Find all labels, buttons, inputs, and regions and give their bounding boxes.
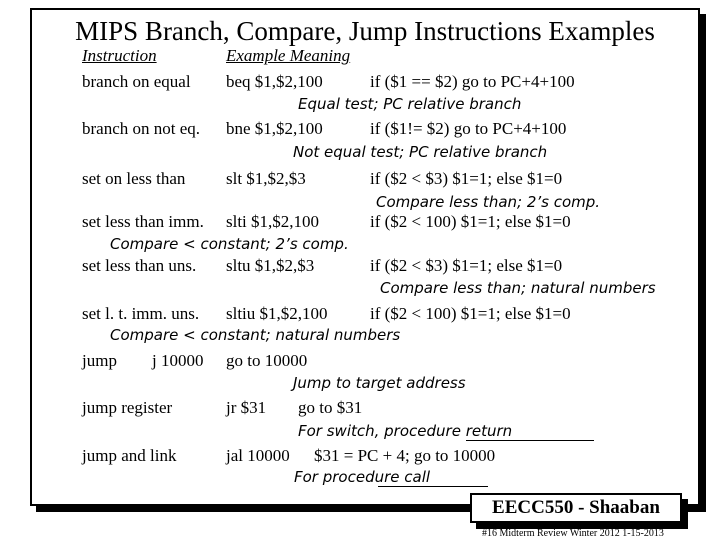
- row-beq-meaning: if ($1 == $2) go to PC+4+100: [370, 72, 575, 91]
- row-sltu-example: sltu $1,$2,$3: [226, 256, 315, 275]
- row-bne-name: branch on not eq.: [82, 119, 201, 138]
- row-slt-note: Compare less than; 2’s comp.: [376, 193, 601, 211]
- row-sltiu-meaning: if ($2 < 100) $1=1; else $1=0: [370, 304, 571, 323]
- row-slti-name: set less than imm.: [82, 212, 204, 231]
- header-example-meaning: Example Meaning: [226, 46, 351, 65]
- row-slti-note: Compare < constant; 2’s comp.: [110, 235, 349, 253]
- row-jal-name: jump and link: [82, 446, 177, 465]
- row-sltiu-name: set l. t. imm. uns.: [82, 304, 200, 323]
- row-bne-meaning: if ($1!= $2) go to PC+4+100: [370, 119, 567, 138]
- row-beq-note: Equal test; PC relative branch: [298, 95, 522, 113]
- jr-underline: [466, 440, 594, 441]
- row-slt-meaning: if ($2 < $3) $1=1; else $1=0: [370, 169, 563, 188]
- row-sltu-name: set less than uns.: [82, 256, 197, 275]
- jal-underline: [378, 486, 488, 487]
- row-j-meaning: go to 10000: [226, 351, 308, 370]
- row-bne-example: bne $1,$2,100: [226, 119, 323, 138]
- row-sltiu-note: Compare < constant; natural numbers: [110, 326, 401, 344]
- row-slti-example: slti $1,$2,100: [226, 212, 320, 231]
- row-jr-note: For switch, procedure return: [298, 422, 513, 440]
- row-jr-example: jr $31: [226, 398, 267, 417]
- row-slt-name: set on less than: [82, 169, 186, 188]
- row-sltiu-example: sltiu $1,$2,100: [226, 304, 328, 323]
- slide-title: MIPS Branch, Compare, Jump Instructions Examples: [75, 16, 655, 46]
- row-jal-example: jal 10000: [226, 446, 290, 465]
- row-beq-name: branch on equal: [82, 72, 191, 91]
- row-bne-note: Not equal test; PC relative branch: [293, 143, 548, 161]
- row-slt-example: slt $1,$2,$3: [226, 169, 306, 188]
- row-jal-meaning: $31 = PC + 4; go to 10000: [314, 446, 496, 465]
- row-sltu-note: Compare less than; natural numbers: [380, 279, 656, 297]
- footer-note: #16 Midterm Review Winter 2012 1-15-2013: [482, 528, 664, 539]
- row-beq-example: beq $1,$2,100: [226, 72, 323, 91]
- row-j-note: Jump to target address: [293, 374, 466, 392]
- row-sltu-meaning: if ($2 < $3) $1=1; else $1=0: [370, 256, 563, 275]
- header-instruction: Instruction: [82, 46, 157, 65]
- footer-brand: EECC550 - Shaaban: [470, 493, 682, 523]
- row-jal-note: For procedure call: [294, 468, 431, 486]
- row-jr-name: jump register: [82, 398, 173, 417]
- row-jr-meaning: go to $31: [298, 398, 363, 417]
- row-slti-meaning: if ($2 < 100) $1=1; else $1=0: [370, 212, 571, 231]
- row-j-example: j 10000: [152, 351, 204, 370]
- row-j-name: jump: [82, 351, 117, 370]
